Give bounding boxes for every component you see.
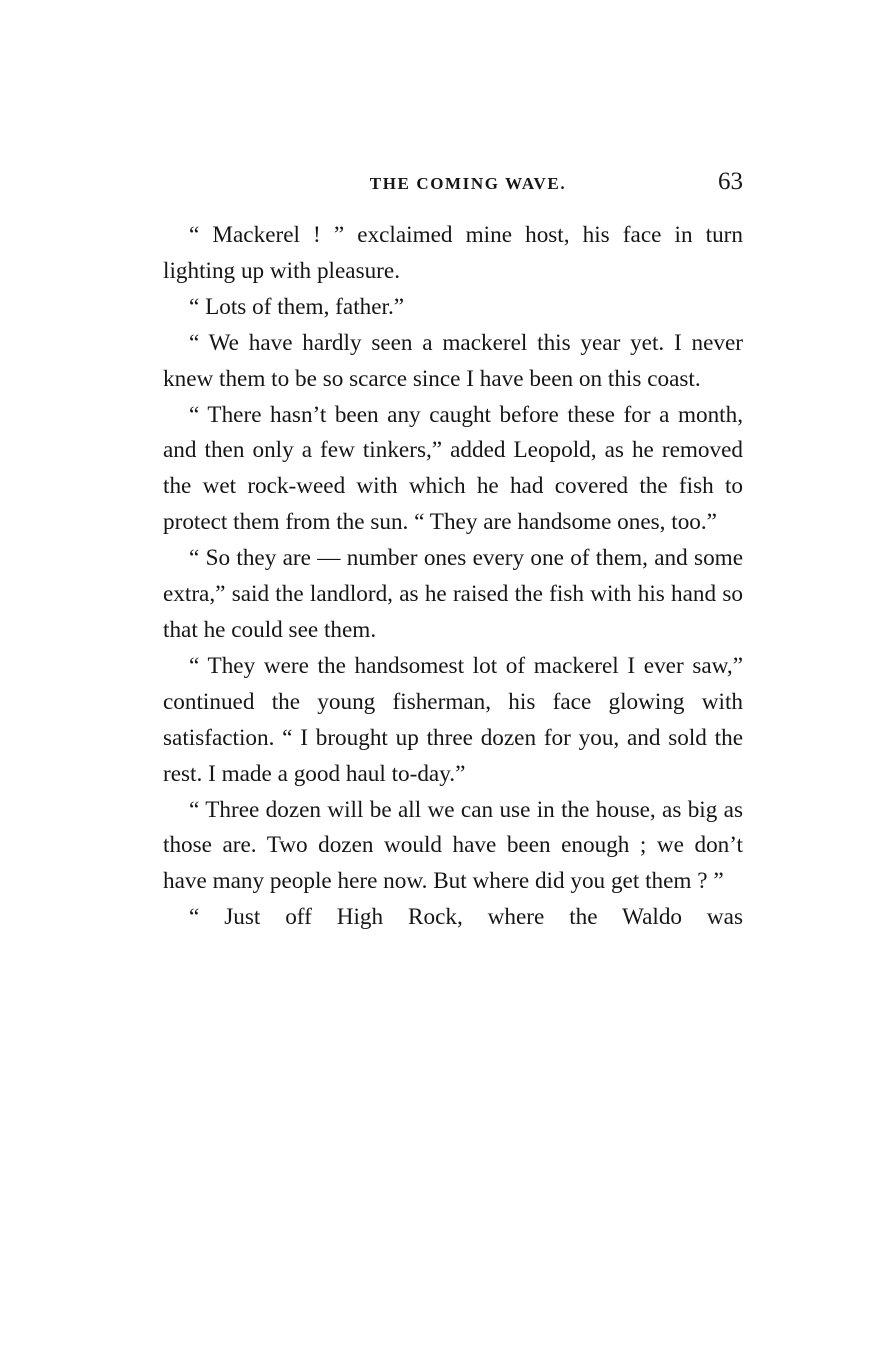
paragraph: “ Mackerel ! ” exclaimed mine host, his face in turn lighting up with pleasure. bbox=[163, 222, 743, 284]
paragraph: “ We have hardly seen a mackerel this year yet. I never knew them to be so scarce since I have been on this coast. bbox=[163, 329, 743, 392]
paragraph: “ So they are — number ones every one of them, and some extra,” said the landlord, as he raised the fish with his hand so that he could see them. bbox=[163, 545, 743, 643]
body-text bbox=[163, 218, 743, 936]
paragraph: “ Just off High Rock, where the Waldo was bbox=[189, 904, 743, 931]
paragraph: “ Three dozen will be all we can use in the house, as big as those are. Two dozen would have been enough ; we don’t have many people here now. But where did you get them ? ” bbox=[163, 796, 743, 895]
running-title: THE COMING WAVE. bbox=[369, 174, 567, 193]
paragraph: “ They were the handsomest lot of mackerel I ever saw,” continued the young fisherman, his face glowing with satisfaction. “ I brought up three dozen for you, and sold the rest. I made a good haul to-day.” bbox=[163, 652, 743, 787]
running-head bbox=[163, 168, 743, 200]
paragraph: “ There hasn’t been any caught before these for a month, and then only a few tinkers,” added Leopold, as he removed the wet rock-weed with which he had covered the fish to protect them from the sun. “ They are handsome ones, too.” bbox=[163, 401, 743, 536]
page-number: 63 bbox=[718, 168, 743, 195]
paragraph: “ Lots of them, father.” bbox=[189, 293, 405, 320]
